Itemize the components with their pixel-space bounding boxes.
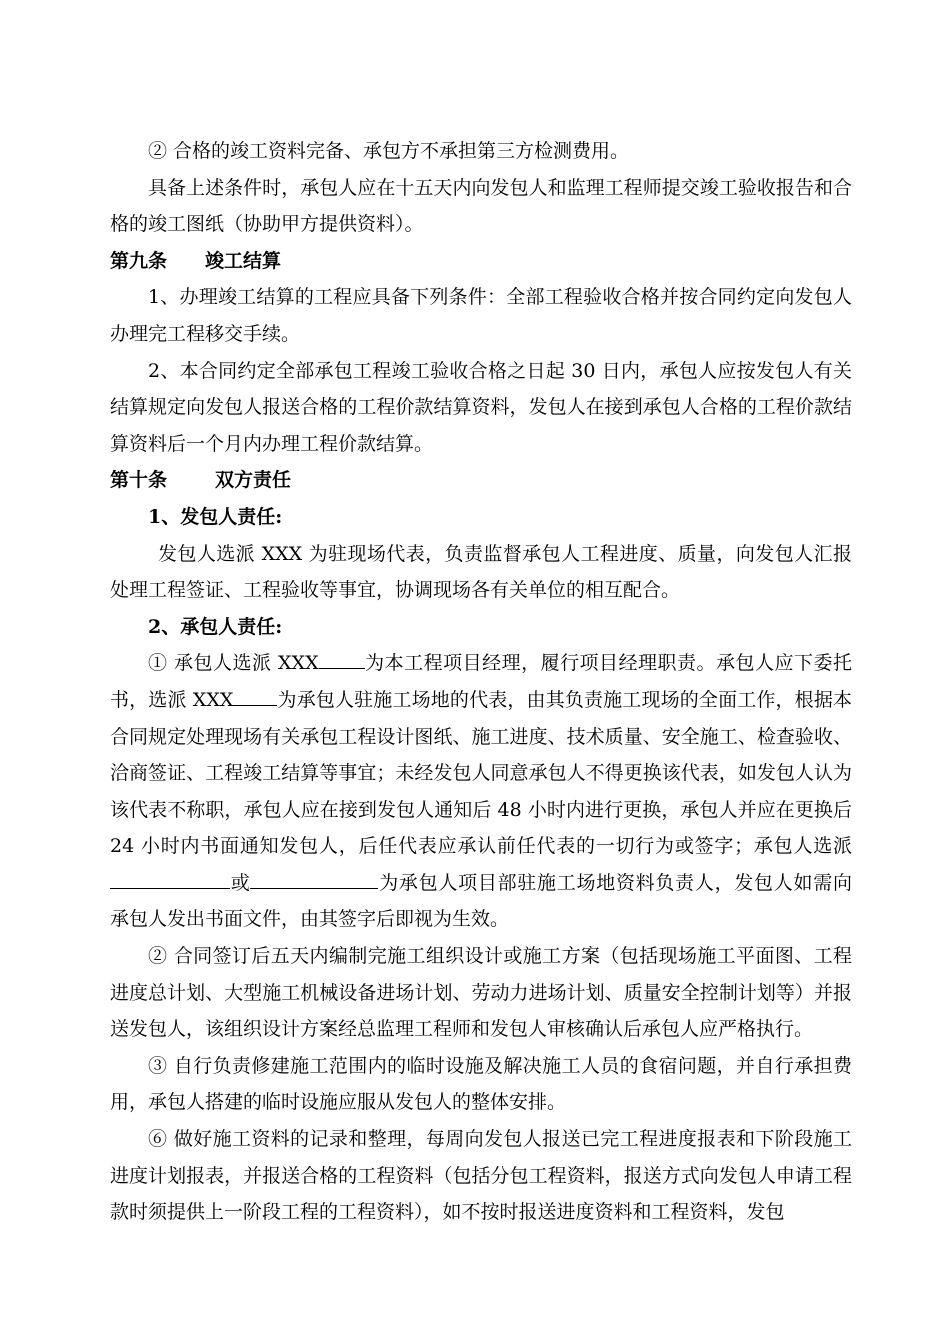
blank-line-manager [319, 648, 365, 669]
article-9-heading [110, 243, 852, 280]
document-page [110, 133, 852, 1231]
employer-responsibility-heading: 1、发包人责任: [148, 505, 283, 528]
contractor-responsibility-heading: 2、承包人责任: [148, 615, 283, 638]
paragraph-settlement-timeline: 2、本合同约定全部承包工程竣工验收合格之日起 30 日内，承包人应按发包人有关结算规定向发包人报送合格的工程价款结算资料，发包人在接到承包人合格的工程价款结算资料后一个月内办理工程价款结算。 [110, 359, 852, 455]
blank-line-site-representative [233, 685, 277, 706]
item-1-part-b: 为本工程项目经理，履行项目经理职责。承包人应下委托书，选派 XXX [110, 652, 852, 711]
blank-line-document-officer-2 [250, 868, 378, 889]
article-10-number: 第十条 [110, 469, 168, 492]
paragraph-conditions: 具备上述条件时，承包人应在十五天内向发包人和监理工程师提交竣工验收报告和合格的竣工图纸（协助甲方提供资料）。 [110, 176, 852, 236]
paragraph-contractor-item-1 [110, 645, 852, 938]
blank-line-document-officer-1 [110, 868, 230, 889]
article-10-title: 双方责任 [215, 469, 292, 492]
item-1-part-e: 为承包人项目部驻施工场地资料负责人，发包人如需向承包人发出书面文件，由其签字后即视为生效。 [110, 871, 852, 931]
paragraph-settlement-conditions: 1、办理竣工结算的工程应具备下列条件：全部工程验收合格并按合同约定向发包人办理完工程移交手续。 [110, 286, 852, 345]
item-1-part-c: 为承包人驻施工场地的代表，由其负责施工现场的全面工作，根据本合同规定处理现场有关承包工程设计图纸、施工进度、技术质量、安全施工、检查验收、洽商签证、工程竣工结算等事宜；未经发包人同意承包人不得更换该代表，如发包人认为该代表不称职，承包人应在接到发包人通知后 48 小时内进行更换，承包人并应在更换后 24 小时内书面通知发包人，后任代表应承认前任代表的一切行为或签字；承包人选派 [110, 688, 852, 858]
paragraph-employer-responsibility: 发包人选派 XXX 为驻现场代表，负责监督承包人工程进度、质量，向发包人汇报处理工程签证、工程验收等事宜，协调现场各有关单位的相互配合。 [110, 542, 852, 602]
paragraph-contractor-item-3: ③ 自行负责修建施工范围内的临时设施及解决施工人员的食宿问题，并自行承担费用，承包人搭建的临时设施应服从发包人的整体安排。 [110, 1054, 852, 1114]
paragraph-contractor-item-2: ② 合同签订后五天内编制完施工组织设计或施工方案（包括现场施工平面图、工程进度总计划、大型施工机械设备进场计划、劳动力进场计划、质量安全控制计划等）并报送发包人，该组织设计方案经总监理工程师和发包人审核确认后承包人应严格执行。 [110, 945, 852, 1041]
article-9-title: 竣工结算 [205, 249, 282, 272]
item-1-part-a: ① 承包人选派 XXX [148, 652, 319, 675]
article-10-heading [110, 462, 852, 499]
paragraph-qualified-materials: ② 合格的竣工资料完备、承包方不承担第三方检测费用。 [148, 140, 630, 162]
article-9-number: 第九条 [110, 249, 168, 272]
paragraph-contractor-item-6: ⑥ 做好施工资料的记录和整理，每周向发包人报送已完工程进度报表和下阶段施工进度计划报表，并报送合格的工程资料（包括分包工程资料，报送方式向发包人申请工程款时须提供上一阶段工程的工程资料），如不按时报送进度资料和工程资料，发包 [110, 1128, 852, 1224]
item-1-part-d: 或 [230, 871, 251, 894]
